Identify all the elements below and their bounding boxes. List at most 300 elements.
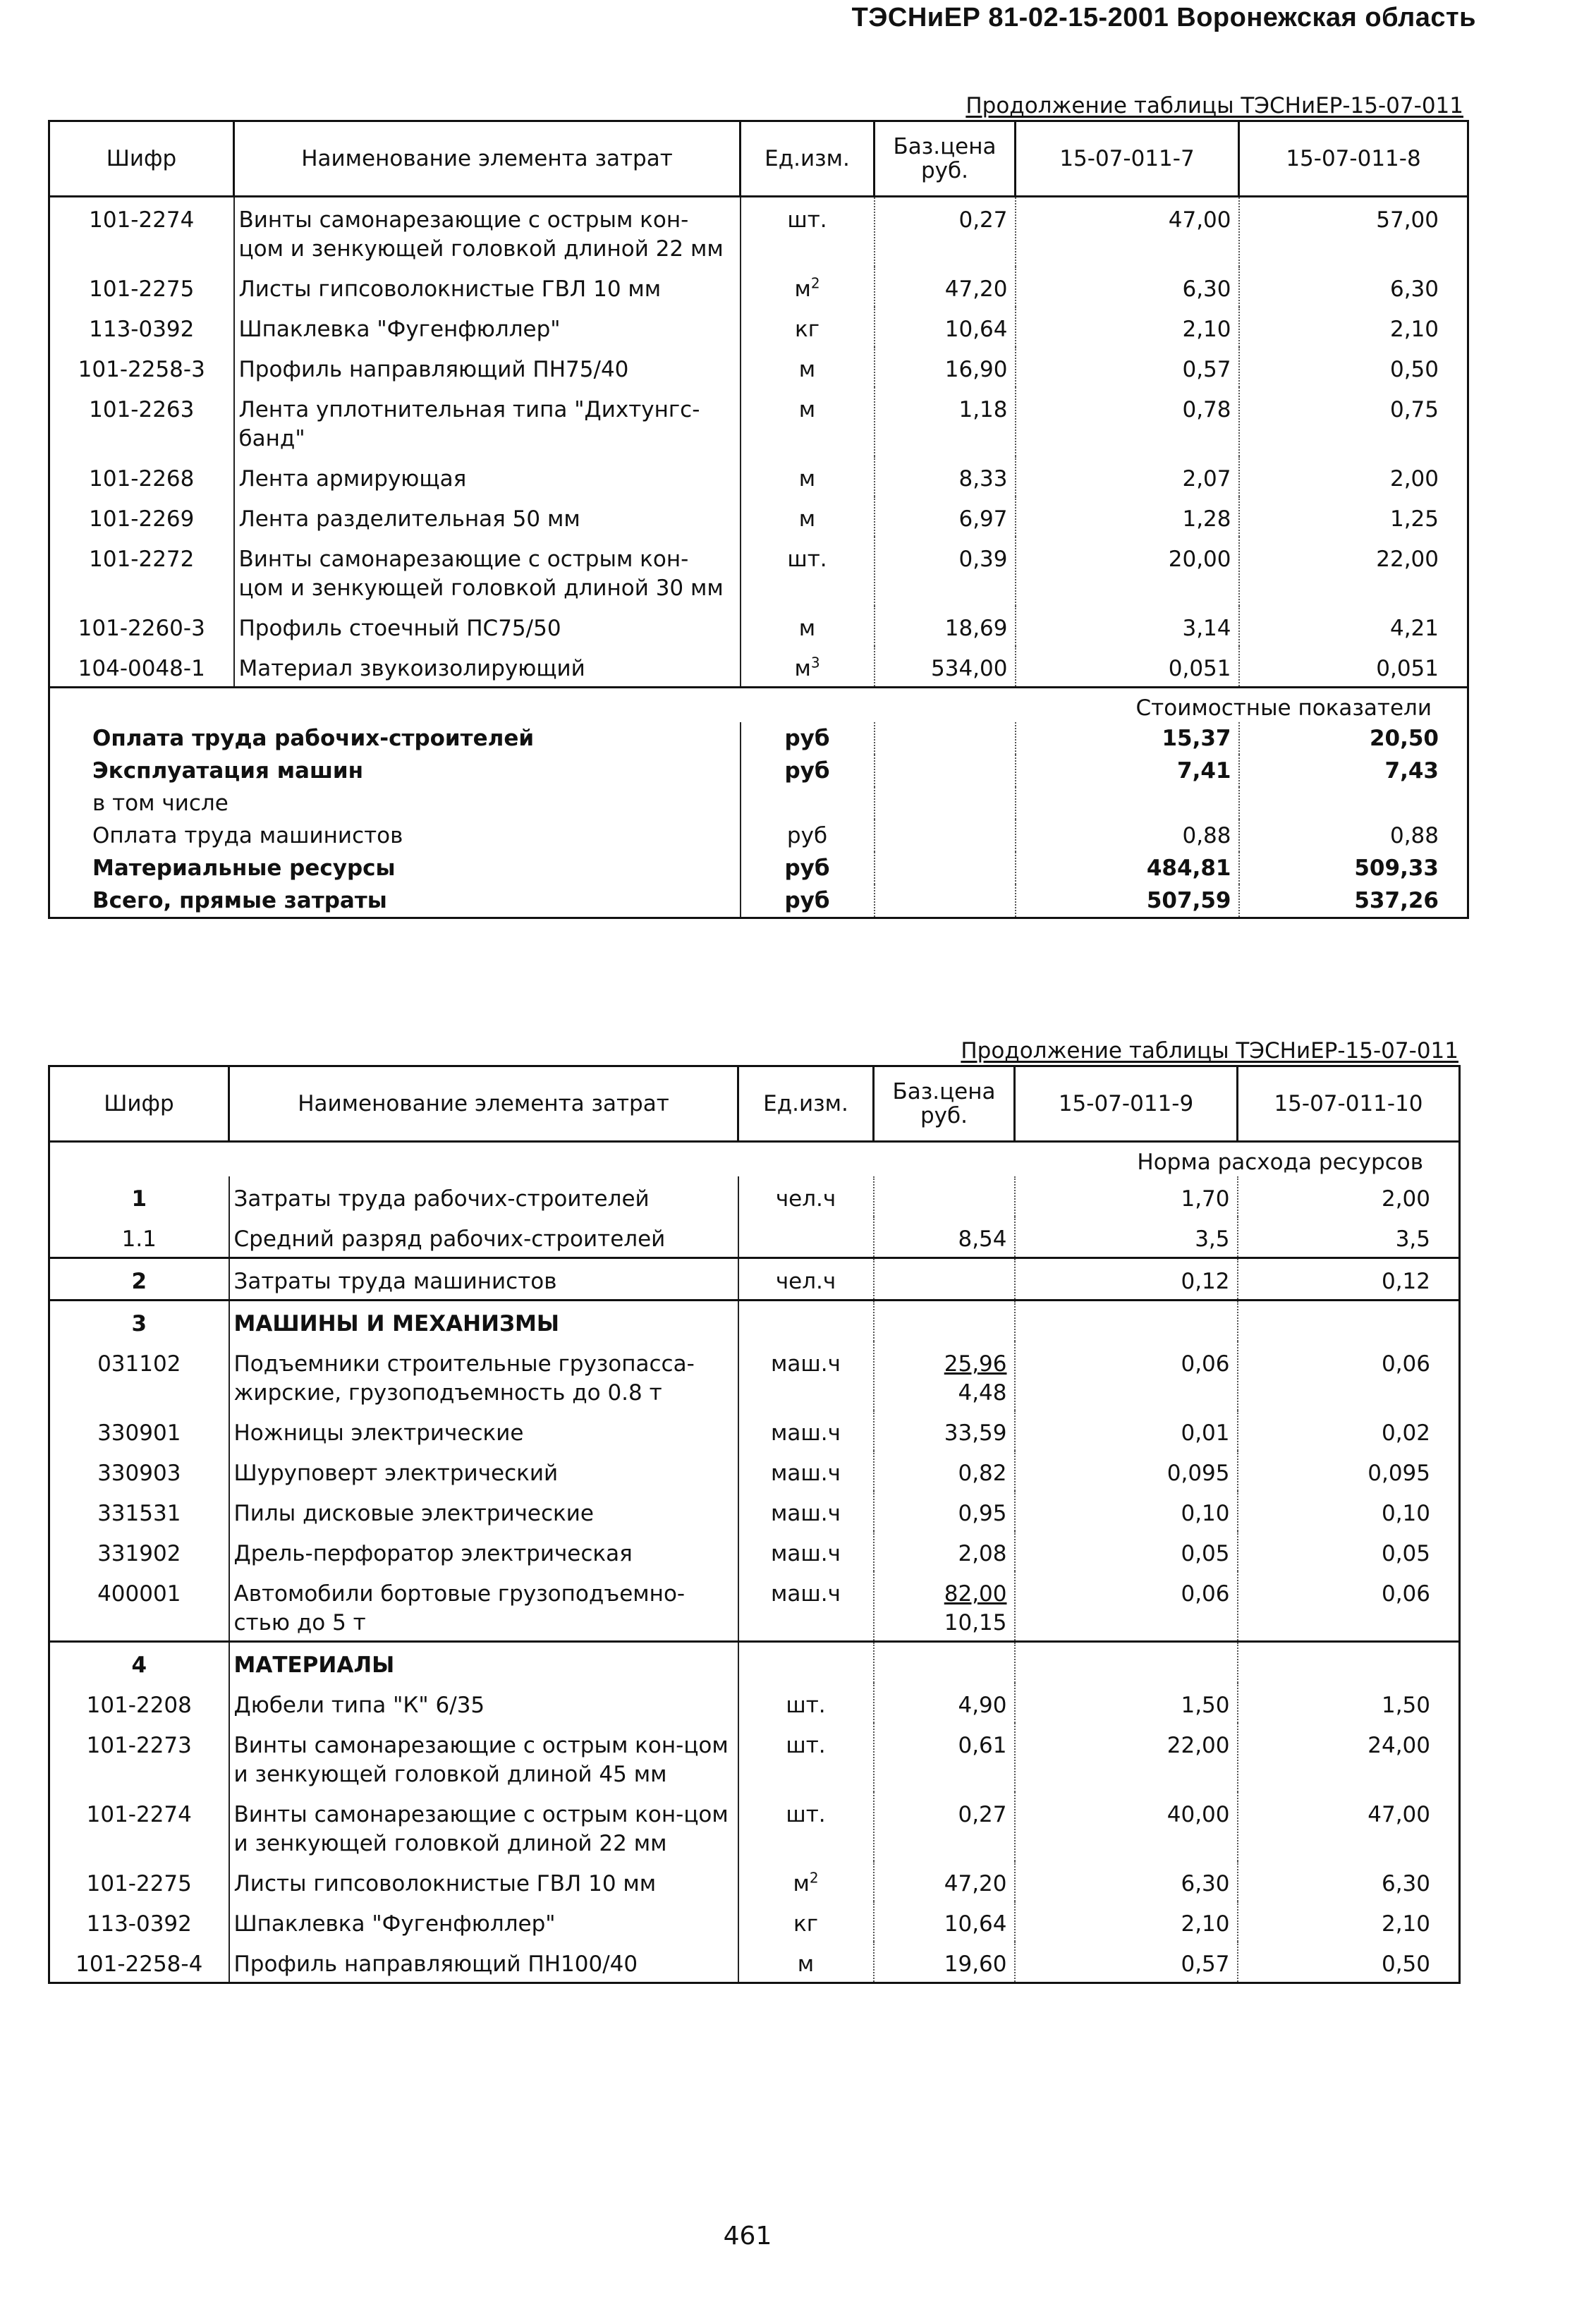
code-cell: 400001	[49, 1571, 229, 1642]
cost-row	[49, 755, 1468, 787]
cost-value-col2: 509,33	[1239, 852, 1468, 884]
cost-value-col1: 484,81	[1016, 852, 1239, 884]
unit-cell	[741, 387, 875, 456]
unit-superscript: 3	[810, 654, 820, 671]
column-header: Ед.изм.	[741, 121, 875, 197]
table-row	[49, 1258, 1460, 1301]
code-cell: 101-2208	[49, 1683, 229, 1723]
value-col1-cell: 0,095	[1015, 1451, 1238, 1491]
column-header: Ед.изм.	[738, 1066, 874, 1142]
cost-value-col1: 0,88	[1016, 820, 1239, 852]
name-cell: МАШИНЫ И МЕХАНИЗМЫ	[229, 1301, 738, 1342]
value-col1-cell: 0,05	[1015, 1531, 1238, 1571]
base-price: 8,33	[958, 466, 1008, 492]
table-row	[49, 1176, 1460, 1217]
value-col1-cell: 1,28	[1016, 497, 1239, 537]
table-row	[49, 456, 1468, 497]
value-col1-cell: 0,57	[1016, 347, 1239, 387]
name-cell: Шуруповерт электрический	[229, 1451, 738, 1491]
unit-cell	[738, 1301, 874, 1342]
column-header: 15-07-011-7	[1016, 121, 1239, 197]
value-col1-cell: 0,01	[1015, 1411, 1238, 1451]
code-cell: 113-0392	[49, 307, 234, 347]
unit-text: маш.ч	[771, 1420, 841, 1446]
base-price-cell	[874, 1176, 1015, 1217]
name-cell: Листы гипсоволокнистые ГВЛ 10 мм	[234, 267, 741, 307]
value-col1-cell: 0,10	[1015, 1491, 1238, 1531]
table-row	[49, 1411, 1460, 1451]
cost-value-col1: 7,41	[1016, 755, 1239, 787]
cost-value-col2: 20,50	[1239, 722, 1468, 755]
value-col1-cell: 2,10	[1016, 307, 1239, 347]
unit-text: шт.	[787, 547, 827, 572]
cost-banner: Стоимостные показатели	[49, 688, 1468, 723]
unit-cell	[738, 1341, 874, 1411]
unit-cell	[738, 1258, 874, 1301]
cost-unit	[741, 787, 875, 820]
cost-row	[49, 820, 1468, 852]
table-row	[49, 1901, 1460, 1942]
base-price-cell	[875, 646, 1016, 688]
name-cell: Шпаклевка "Фугенфюллер"	[234, 307, 741, 347]
cost-unit: руб	[741, 852, 875, 884]
value-col1-cell: 2,07	[1016, 456, 1239, 497]
name-cell: Дюбели типа "К" 6/35	[229, 1683, 738, 1723]
unit-text: маш.ч	[771, 1581, 841, 1607]
code-cell: 1.1	[49, 1217, 229, 1258]
cost-price-empty	[875, 755, 1016, 787]
value-col1-cell: 22,00	[1015, 1723, 1238, 1792]
value-col2-cell: 0,50	[1239, 347, 1468, 387]
table-row	[49, 347, 1468, 387]
unit-cell	[738, 1531, 874, 1571]
base-price: 1,18	[958, 397, 1008, 422]
cost-label: в том числе	[49, 787, 741, 820]
base-price-cell	[875, 307, 1016, 347]
value-col2-cell: 24,00	[1238, 1723, 1460, 1792]
column-header: 15-07-011-9	[1015, 1066, 1238, 1142]
base-price: 10,64	[944, 317, 1008, 342]
base-price-cell	[874, 1861, 1015, 1901]
value-col1-cell: 3,14	[1016, 606, 1239, 646]
value-col1-cell: 0,12	[1015, 1258, 1238, 1301]
column-header: Баз.цена руб.	[874, 1066, 1015, 1142]
base-price-cell	[875, 606, 1016, 646]
code-cell: 104-0048-1	[49, 646, 234, 688]
table-row	[49, 1723, 1460, 1792]
name-cell: Затраты труда машинистов	[229, 1258, 738, 1301]
table1-header-row	[49, 121, 1468, 197]
name-cell: Лента разделительная 50 мм	[234, 497, 741, 537]
value-col1-cell: 0,051	[1016, 646, 1239, 688]
unit-text: маш.ч	[771, 1541, 841, 1566]
cost-label: Оплата труда машинистов	[49, 820, 741, 852]
unit-cell	[738, 1217, 874, 1258]
name-cell: Профиль стоечный ПС75/50	[234, 606, 741, 646]
name-cell: Ножницы электрические	[229, 1411, 738, 1451]
table-row	[49, 1683, 1460, 1723]
base-price-cell	[874, 1341, 1015, 1411]
value-col2-cell: 3,5	[1238, 1217, 1460, 1258]
value-col2-cell: 47,00	[1238, 1792, 1460, 1861]
code-cell: 101-2275	[49, 1861, 229, 1901]
base-price-cell	[875, 497, 1016, 537]
base-price: 2,08	[958, 1541, 1007, 1566]
base-price-cell	[874, 1411, 1015, 1451]
table-row	[49, 1942, 1460, 1983]
cost-price-empty	[875, 787, 1016, 820]
base-price: 6,97	[958, 506, 1008, 532]
unit-text: шт.	[786, 1693, 826, 1718]
cost-unit: руб	[741, 820, 875, 852]
cost-unit: руб	[741, 722, 875, 755]
unit-text: кг	[794, 317, 820, 342]
unit-text: м	[798, 397, 816, 422]
base-price: 19,60	[944, 1951, 1007, 1977]
base-price: 47,20	[944, 276, 1008, 302]
table-row	[49, 267, 1468, 307]
code-cell: 101-2269	[49, 497, 234, 537]
unit-text: м	[798, 616, 816, 641]
unit-text: м	[794, 656, 811, 681]
unit-text: м	[794, 276, 811, 302]
unit-cell	[738, 1723, 874, 1792]
base-price-cell	[874, 1792, 1015, 1861]
value-col2-cell	[1238, 1642, 1460, 1683]
base-price: 0,82	[958, 1461, 1007, 1486]
unit-text: кг	[793, 1911, 818, 1937]
code-cell: 101-2260-3	[49, 606, 234, 646]
cost-value-col1	[1016, 787, 1239, 820]
value-col2-cell: 0,75	[1239, 387, 1468, 456]
table-row	[49, 1792, 1460, 1861]
unit-cell	[738, 1942, 874, 1983]
column-header: 15-07-011-10	[1238, 1066, 1460, 1142]
unit-text: чел.ч	[775, 1269, 836, 1294]
value-col2-cell: 0,051	[1239, 646, 1468, 688]
unit-cell	[738, 1491, 874, 1531]
code-cell: 101-2258-3	[49, 347, 234, 387]
unit-cell	[741, 456, 875, 497]
unit-cell	[741, 347, 875, 387]
table-row	[49, 387, 1468, 456]
code-cell: 4	[49, 1642, 229, 1683]
table-row	[49, 1571, 1460, 1642]
value-col1-cell: 6,30	[1015, 1861, 1238, 1901]
unit-cell	[741, 497, 875, 537]
table-row	[49, 1341, 1460, 1411]
code-cell: 3	[49, 1301, 229, 1342]
value-col1-cell: 1,50	[1015, 1683, 1238, 1723]
name-cell: МАТЕРИАЛЫ	[229, 1642, 738, 1683]
unit-text: маш.ч	[771, 1461, 841, 1486]
base-price: 0,61	[958, 1733, 1007, 1758]
value-col2-cell: 0,50	[1238, 1942, 1460, 1983]
unit-cell	[738, 1792, 874, 1861]
unit-cell	[741, 267, 875, 307]
table-row	[49, 1531, 1460, 1571]
table-row	[49, 537, 1468, 606]
base-price-cell	[874, 1723, 1015, 1792]
code-cell: 330901	[49, 1411, 229, 1451]
value-col2-cell: 4,21	[1239, 606, 1468, 646]
value-col1-cell: 0,78	[1016, 387, 1239, 456]
value-col1-cell: 0,06	[1015, 1341, 1238, 1411]
code-cell: 101-2273	[49, 1723, 229, 1792]
cost-label: Материальные ресурсы	[49, 852, 741, 884]
cost-row	[49, 852, 1468, 884]
column-header: Баз.цена руб.	[875, 121, 1016, 197]
unit-text: м	[798, 466, 816, 492]
value-col2-cell: 0,06	[1238, 1571, 1460, 1642]
table-row	[49, 1217, 1460, 1258]
unit-cell	[738, 1861, 874, 1901]
code-cell: 101-2258-4	[49, 1942, 229, 1983]
base-price-cell	[874, 1301, 1015, 1342]
unit-cell	[741, 606, 875, 646]
unit-text: м	[793, 1871, 810, 1896]
name-cell: Материал звукоизолирующий	[234, 646, 741, 688]
name-cell: Автомобили бортовые грузоподъемно-стью до 5 т	[229, 1571, 738, 1642]
base-price-cell	[874, 1942, 1015, 1983]
code-cell: 113-0392	[49, 1901, 229, 1942]
cost-row	[49, 884, 1468, 918]
table-row	[49, 1301, 1460, 1342]
name-cell: Дрель-перфоратор электрическая	[229, 1531, 738, 1571]
value-col2-cell: 1,25	[1239, 497, 1468, 537]
norm-banner-row	[49, 1142, 1460, 1177]
base-price: 18,69	[944, 616, 1008, 641]
value-col2-cell: 0,02	[1238, 1411, 1460, 1451]
value-col2-cell: 0,06	[1238, 1341, 1460, 1411]
unit-text: м	[798, 357, 816, 382]
table-row	[49, 1451, 1460, 1491]
value-col2-cell: 6,30	[1239, 267, 1468, 307]
base-price-secondary: 10,15	[944, 1610, 1007, 1636]
base-price-cell	[875, 387, 1016, 456]
base-price-secondary: 4,48	[958, 1380, 1007, 1406]
value-col2-cell: 2,00	[1238, 1176, 1460, 1217]
page-header-title: ТЭСНиЕР 81-02-15-2001 Воронежская область	[851, 3, 1476, 32]
base-price-cell	[874, 1217, 1015, 1258]
value-col1-cell	[1015, 1642, 1238, 1683]
base-price: 25,96	[944, 1351, 1007, 1377]
unit-cell	[738, 1571, 874, 1642]
column-header: Шифр	[49, 1066, 229, 1142]
name-cell: Профиль направляющий ПН75/40	[234, 347, 741, 387]
unit-cell	[738, 1901, 874, 1942]
value-col2-cell: 0,10	[1238, 1491, 1460, 1531]
cost-value-col2	[1239, 787, 1468, 820]
value-col1-cell: 3,5	[1015, 1217, 1238, 1258]
cost-label: Оплата труда рабочих-строителей	[49, 722, 741, 755]
code-cell: 331902	[49, 1531, 229, 1571]
value-col1-cell: 0,57	[1015, 1942, 1238, 1983]
base-price: 0,39	[958, 547, 1008, 572]
value-col2-cell: 2,00	[1239, 456, 1468, 497]
value-col1-cell: 1,70	[1015, 1176, 1238, 1217]
name-cell: Винты самонарезающие с острым кон-цом и зенкующей головкой длиной 30 мм	[234, 537, 741, 606]
page-number: 461	[723, 2222, 772, 2251]
name-cell: Затраты труда рабочих-строителей	[229, 1176, 738, 1217]
table-row	[49, 1491, 1460, 1531]
code-cell: 031102	[49, 1341, 229, 1411]
base-price-cell	[875, 267, 1016, 307]
base-price-cell	[874, 1642, 1015, 1683]
column-header: Наименование элемента затрат	[234, 121, 741, 197]
column-header: Наименование элемента затрат	[229, 1066, 738, 1142]
unit-text: шт.	[786, 1802, 826, 1827]
table1-caption: Продолжение таблицы ТЭСНиЕР-15-07-011	[965, 93, 1463, 118]
cost-price-empty	[875, 852, 1016, 884]
base-price-cell	[874, 1901, 1015, 1942]
base-price: 33,59	[944, 1420, 1007, 1446]
unit-cell	[741, 197, 875, 267]
value-col2-cell: 0,12	[1238, 1258, 1460, 1301]
value-col2-cell: 0,095	[1238, 1451, 1460, 1491]
cost-price-empty	[875, 722, 1016, 755]
cost-value-col2: 537,26	[1239, 884, 1468, 918]
base-price-cell	[875, 197, 1016, 267]
name-cell: Профиль направляющий ПН100/40	[229, 1942, 738, 1983]
value-col2-cell: 57,00	[1239, 197, 1468, 267]
code-cell: 101-2263	[49, 387, 234, 456]
value-col1-cell: 0,06	[1015, 1571, 1238, 1642]
table2-header-row	[49, 1066, 1460, 1142]
base-price: 0,27	[958, 1802, 1007, 1827]
value-col2-cell: 0,05	[1238, 1531, 1460, 1571]
table1	[48, 120, 1469, 919]
code-cell: 1	[49, 1176, 229, 1217]
name-cell: Листы гипсоволокнистые ГВЛ 10 мм	[229, 1861, 738, 1901]
value-col1-cell: 6,30	[1016, 267, 1239, 307]
name-cell: Пилы дисковые электрические	[229, 1491, 738, 1531]
table-row	[49, 307, 1468, 347]
unit-text: маш.ч	[771, 1351, 841, 1377]
value-col2-cell: 6,30	[1238, 1861, 1460, 1901]
code-cell: 101-2274	[49, 1792, 229, 1861]
cost-value-col1: 507,59	[1016, 884, 1239, 918]
value-col1-cell: 2,10	[1015, 1901, 1238, 1942]
unit-cell	[741, 646, 875, 688]
unit-cell	[741, 307, 875, 347]
base-price: 8,54	[958, 1226, 1007, 1252]
base-price-cell	[874, 1683, 1015, 1723]
column-header: 15-07-011-8	[1239, 121, 1468, 197]
base-price-cell	[875, 347, 1016, 387]
value-col2-cell: 1,50	[1238, 1683, 1460, 1723]
value-col2-cell	[1238, 1301, 1460, 1342]
base-price: 0,27	[958, 207, 1008, 233]
base-price-cell	[875, 456, 1016, 497]
base-price: 47,20	[944, 1871, 1007, 1896]
value-col1-cell: 40,00	[1015, 1792, 1238, 1861]
table-row	[49, 1642, 1460, 1683]
cost-price-empty	[875, 820, 1016, 852]
unit-cell	[738, 1176, 874, 1217]
value-col2-cell: 2,10	[1239, 307, 1468, 347]
name-cell: Винты самонарезающие с острым кон-цом и зенкующей головкой длиной 22 мм	[229, 1792, 738, 1861]
column-header: Шифр	[49, 121, 234, 197]
code-cell: 101-2272	[49, 537, 234, 606]
code-cell: 330903	[49, 1451, 229, 1491]
code-cell: 101-2275	[49, 267, 234, 307]
norm-banner: Норма расхода ресурсов	[49, 1142, 1460, 1177]
unit-text: маш.ч	[771, 1501, 841, 1526]
cost-label: Эксплуатация машин	[49, 755, 741, 787]
base-price: 534,00	[931, 656, 1008, 681]
table-row	[49, 646, 1468, 688]
cost-row	[49, 722, 1468, 755]
table-row	[49, 497, 1468, 537]
code-cell: 2	[49, 1258, 229, 1301]
name-cell: Винты самонарезающие с острым кон-цом и зенкующей головкой длиной 45 мм	[229, 1723, 738, 1792]
value-col1-cell: 47,00	[1016, 197, 1239, 267]
code-cell: 101-2268	[49, 456, 234, 497]
cost-row	[49, 787, 1468, 820]
cost-price-empty	[875, 884, 1016, 918]
table2	[48, 1065, 1461, 1984]
base-price-cell	[875, 537, 1016, 606]
value-col1-cell: 20,00	[1016, 537, 1239, 606]
cost-value-col2: 7,43	[1239, 755, 1468, 787]
table-row	[49, 1861, 1460, 1901]
unit-cell	[738, 1683, 874, 1723]
name-cell: Лента армирующая	[234, 456, 741, 497]
unit-cell	[738, 1451, 874, 1491]
base-price-cell	[874, 1258, 1015, 1301]
base-price: 0,95	[958, 1501, 1007, 1526]
table2-caption: Продолжение таблицы ТЭСНиЕР-15-07-011	[961, 1038, 1458, 1064]
unit-text: шт.	[787, 207, 827, 233]
cost-value-col2: 0,88	[1239, 820, 1468, 852]
name-cell: Шпаклевка "Фугенфюллер"	[229, 1901, 738, 1942]
base-price: 82,00	[944, 1581, 1007, 1607]
base-price: 10,64	[944, 1911, 1007, 1937]
name-cell: Винты самонарезающие с острым кон-цом и зенкующей головкой длиной 22 мм	[234, 197, 741, 267]
base-price: 16,90	[944, 357, 1008, 382]
cost-label: Всего, прямые затраты	[49, 884, 741, 918]
unit-text: чел.ч	[775, 1186, 836, 1212]
base-price: 4,90	[958, 1693, 1007, 1718]
base-price-cell	[874, 1531, 1015, 1571]
table-row	[49, 606, 1468, 646]
value-col2-cell: 2,10	[1238, 1901, 1460, 1942]
base-price-cell	[874, 1451, 1015, 1491]
value-col1-cell	[1015, 1301, 1238, 1342]
unit-cell	[738, 1642, 874, 1683]
code-cell: 101-2274	[49, 197, 234, 267]
unit-cell	[741, 537, 875, 606]
cost-unit: руб	[741, 884, 875, 918]
unit-superscript: 2	[809, 1869, 819, 1887]
unit-cell	[738, 1411, 874, 1451]
code-cell: 331531	[49, 1491, 229, 1531]
unit-superscript: 2	[810, 274, 820, 292]
name-cell: Средний разряд рабочих-строителей	[229, 1217, 738, 1258]
cost-banner-row	[49, 688, 1468, 723]
name-cell: Подъемники строительные грузопасса-жирские, грузоподъемность до 0.8 т	[229, 1341, 738, 1411]
cost-value-col1: 15,37	[1016, 722, 1239, 755]
base-price-cell	[874, 1491, 1015, 1531]
cost-unit: руб	[741, 755, 875, 787]
base-price-cell	[874, 1571, 1015, 1642]
value-col2-cell: 22,00	[1239, 537, 1468, 606]
unit-text: м	[797, 1951, 815, 1977]
table-row	[49, 197, 1468, 267]
name-cell: Лента уплотнительная типа "Дихтунгс-банд"	[234, 387, 741, 456]
unit-text: шт.	[786, 1733, 826, 1758]
